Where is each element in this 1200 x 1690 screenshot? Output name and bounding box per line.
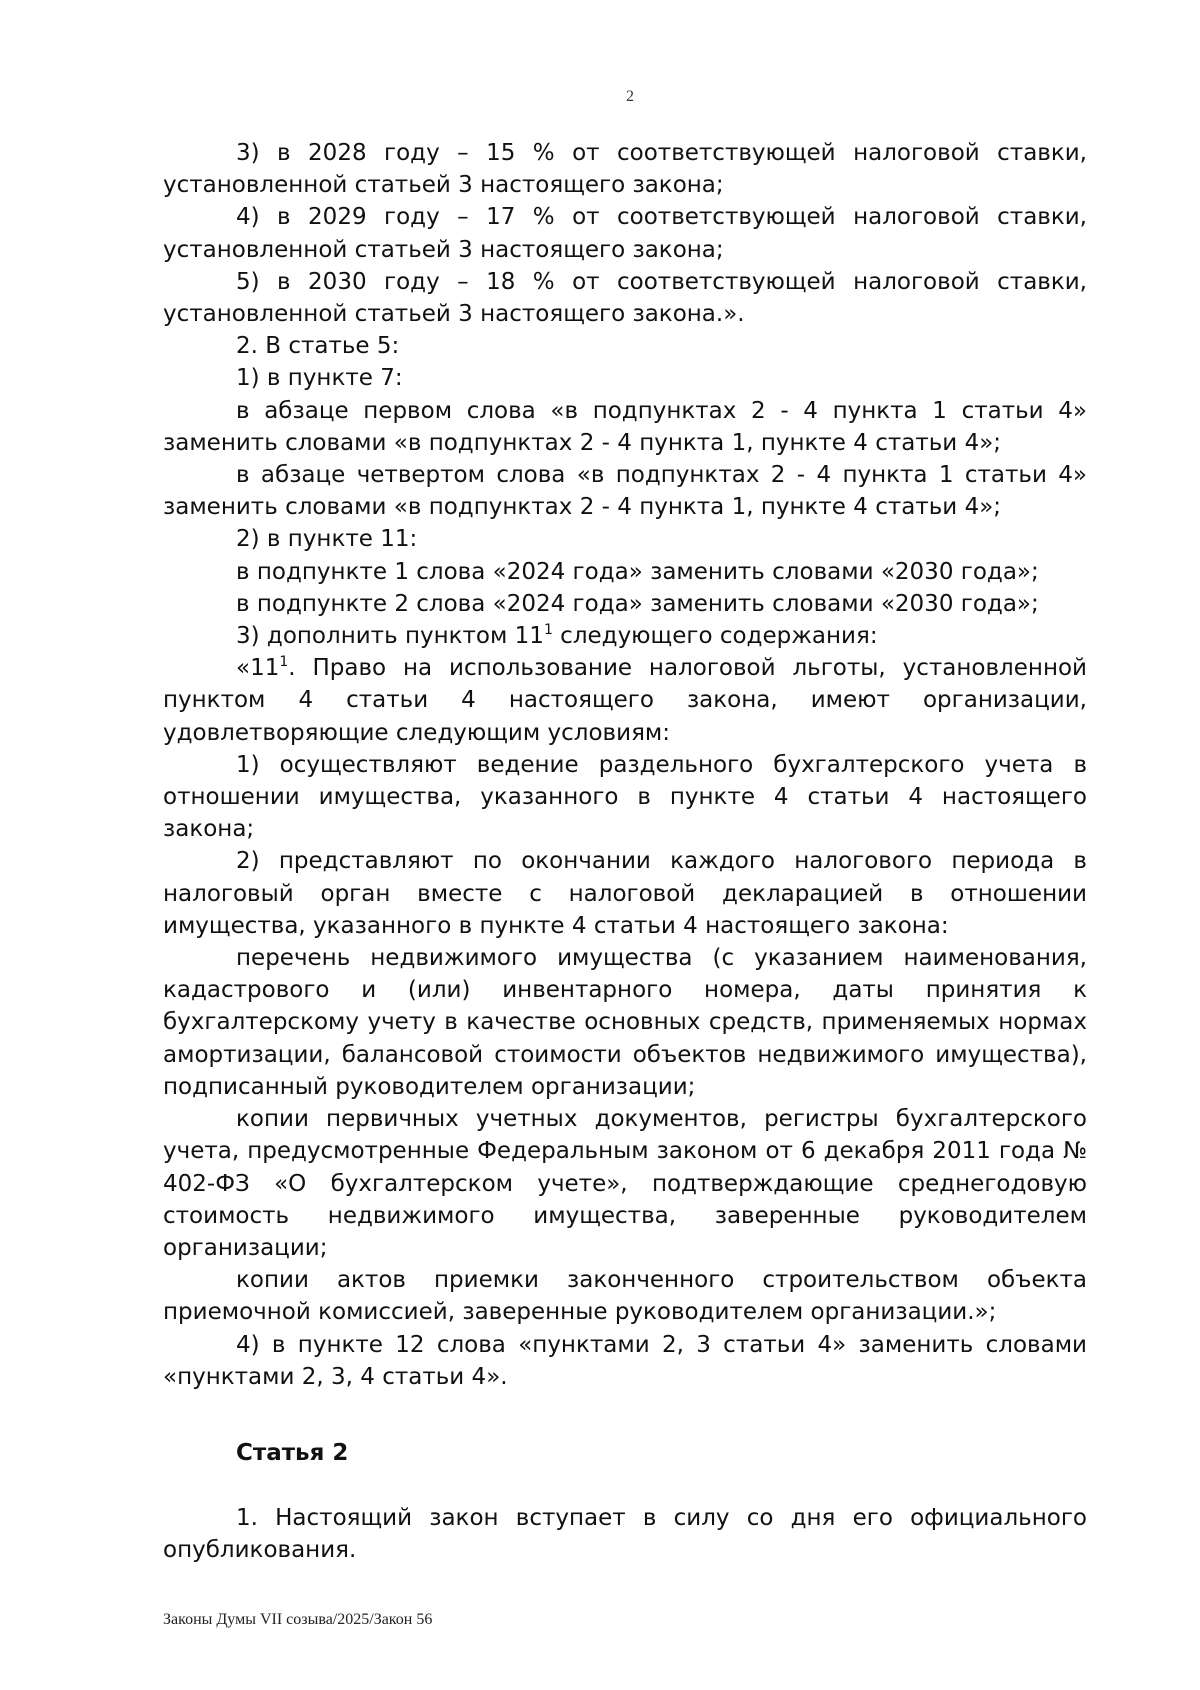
paragraph-condition-2: 2) представляют по окончании каждого налогового периода в налоговый орган вместе с налоговой декларацией в отношении имущества, указанного в пункте 4 статьи 4 настоящего закона: [163,848,1087,939]
paragraph-subpoint-2: в подпункте 2 слова «2024 года» заменить словами «2030 года»; [236,590,1039,617]
add-point-text: 3) дополнить пунктом 11 [236,623,544,650]
paragraph-first-abzac: в абзаце первом слова «в подпунктах 2 - 4 пункта 1 статьи 4» заменить словами «в подпунктах 2 - 4 пункта 1, пункте 4 статьи 4»; [163,397,1087,456]
paragraph-subpoint-1: в подпункте 1 слова «2024 года» заменить словами «2030 года»; [236,558,1039,585]
article-2-body [163,1502,1087,1566]
article-heading: Статья 2 [236,1440,349,1466]
page-number: 2 [626,88,634,105]
paragraph-point-12: 4) в пункте 12 слова «пунктами 2, 3 статьи 4» заменить словами «пунктами 2, 3, 4 статьи 4». [163,1331,1087,1390]
paragraph-article-5: 2. В статье 5: [236,333,400,360]
paragraph-subitem-3: 3) в 2028 году – 15 % от соответствующей налоговой ставки, установленной статьей 3 настоящего закона; [163,140,1087,199]
paragraph-document-copies: копии первичных учетных документов, регистры бухгалтерского учета, предусмотренные Федеральным законом от 6 декабря 2011 года № 402-ФЗ «О бухгалтерском учете», подтверждающие среднегодовую стоимость недвижимого имущества, заверенные руководителем организации; [163,1106,1087,1261]
paragraph-condition-1: 1) осуществляют ведение раздельного бухгалтерского учета в отношении имущества, указанного в пункте 4 статьи 4 настоящего закона; [163,751,1087,843]
point-11-1-open: «11 [236,655,280,682]
paragraph-entry-into-force: 1. Настоящий закон вступает в силу со дня его официального опубликования. [163,1505,1087,1564]
point-11-1-text: . Право на использование налоговой льготы, установленной пунктом 4 статьи 4 настоящего закона, имеют организации, удовлетворяющие следующим условиям: [163,655,1087,746]
superscript: 1 [543,622,553,639]
page-footer: Законы Думы VII созыва/2025/Закон 56 [163,1611,433,1628]
document-body [163,137,1087,1393]
paragraph-point-11-1 [163,652,1087,749]
paragraph-point-7: 1) в пункте 7: [236,365,403,392]
paragraph-acceptance-acts: копии актов приемки законченного строительством объекта приемочной комиссией, заверенные руководителем организации.»; [163,1267,1087,1326]
paragraph-point-11: 2) в пункте 11: [236,526,418,553]
paragraph-property-list: перечень недвижимого имущества (с указанием наименования, кадастрового и (или) инвентарного номера, даты принятия к бухгалтерскому учету в качестве основных средств, применяемых нормах амортизации, балансовой стоимости объектов недвижимого имущества), подписанный руководителем организации; [163,945,1087,1100]
paragraph-subitem-4: 4) в 2029 году – 17 % от соответствующей налоговой ставки, установленной статьей 3 настоящего закона; [163,204,1087,263]
paragraph-subitem-5: 5) в 2030 году – 18 % от соответствующей налоговой ставки, установленной статьей 3 настоящего закона.». [163,268,1087,328]
paragraph-fourth-abzac: в абзаце четвертом слова «в подпунктах 2 - 4 пункта 1 статьи 4» заменить словами «в подпунктах 2 - 4 пункта 1, пункте 4 статьи 4»; [163,462,1087,521]
add-point-text-tail: следующего содержания: [552,623,878,650]
paragraph-add-point [163,620,1087,652]
superscript: 1 [279,654,289,671]
